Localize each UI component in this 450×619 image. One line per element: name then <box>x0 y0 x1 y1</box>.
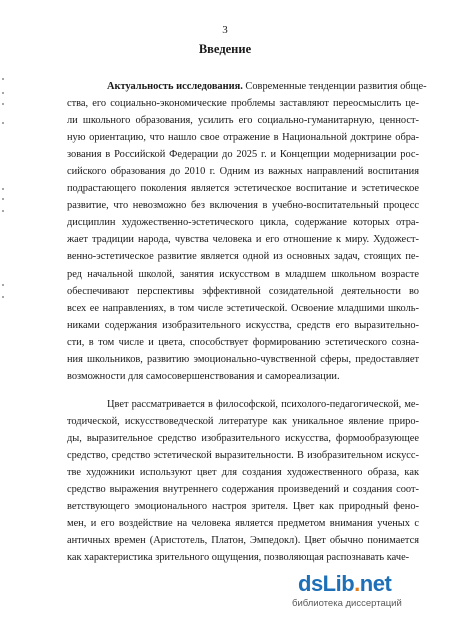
text-line <box>67 334 419 351</box>
line-text: средство выражения внутреннего содержания произведений и создания соот- <box>67 484 419 496</box>
text-line <box>67 214 419 231</box>
text-line <box>67 300 419 317</box>
scan-margin-marks <box>2 70 8 330</box>
line-text: сийского образования до 2010 г. Одним из важных направлений воспитания <box>67 166 419 178</box>
text-line <box>67 129 419 146</box>
line-text: всех ее направлениях, в том числе эстетической. Освоение младшими школь- <box>67 302 419 314</box>
line-text: венно-эстетическое развитие является одной из основных задач, стоящих пе- <box>67 251 419 263</box>
text-line <box>67 396 419 413</box>
text-line <box>67 266 419 283</box>
line-text: сти, в том числе и цвета, способствует формированию эстетического созна- <box>67 336 419 348</box>
page-number: 3 <box>222 24 228 36</box>
text-line <box>67 481 419 498</box>
line-text: зования в Российской Федерации до 2025 г. и Концепции модернизации рос- <box>67 149 419 161</box>
line-text: дисциплин художественно-эстетического цикла, содержание которых отра- <box>67 217 419 229</box>
line-text: никами содержания изобразительного искусства, средств его выразительно- <box>67 319 419 331</box>
watermark-logo-main: dsLib <box>298 571 355 596</box>
text-line <box>67 283 419 300</box>
text-line <box>67 498 419 515</box>
text-line <box>67 413 419 430</box>
watermark-logo <box>298 571 391 597</box>
line-text: подрастающего поколения является эстетическое воспитание и эстетическое <box>67 183 419 195</box>
line-text: ную ориентацию, что нашло свое отражение в Национальной доктрине обра- <box>67 132 419 144</box>
text-line <box>67 112 419 129</box>
line-text: как характеристика зрительного ощущения, позволяющая распознавать каче- <box>67 552 410 564</box>
watermark <box>292 571 442 613</box>
section-heading: Введение <box>198 42 252 56</box>
line-text: Цвет рассматривается в философской, психолого-педагогической, ме- <box>107 398 419 410</box>
line-text: обеспечивают перспективы эффективной созидательной деятельности во <box>67 285 419 297</box>
line-text: развитие, что невозможно без включения в учебно-воспитательный процесс <box>67 200 419 212</box>
text-line <box>67 317 419 334</box>
text-line <box>67 180 419 197</box>
text-line <box>67 197 419 214</box>
text-line <box>67 532 419 549</box>
lead-phrase: Актуальность исследования. <box>107 81 243 92</box>
watermark-logo-tld: net <box>359 571 392 596</box>
line-text: тодической, искусствоведческой литературе как уникальное явление приро- <box>67 415 419 427</box>
text-line <box>67 146 419 163</box>
line-text: жает традиции народа, чувства человека и его отношение к миру. Художест- <box>67 234 419 246</box>
text-line <box>67 95 419 112</box>
text-line <box>67 351 419 368</box>
line-text: ства, его социально-экономические проблемы заставляют переосмыслить це- <box>67 98 419 110</box>
line-text: тве художники используют цвет для создания художественного образа, как <box>67 467 419 479</box>
text-line <box>67 163 419 180</box>
paragraph <box>67 396 419 566</box>
paragraph-gap <box>67 385 419 396</box>
line-text: ли школьного образования, усилить его социально-гуманитарную, ценност- <box>67 115 419 127</box>
text-line <box>67 368 419 385</box>
text-line <box>67 248 419 265</box>
text-line <box>67 515 419 532</box>
line-text: ветствующего эмоционального настроя зрителя. Цвет как природный фено- <box>67 501 419 513</box>
watermark-logo-dot: . <box>354 571 360 596</box>
paragraph <box>67 78 427 385</box>
text-line <box>67 430 419 447</box>
line-text: ред начальной школой, занятия искусством в младшем школьном возрасте <box>67 268 419 280</box>
line-text: Современные тенденции развития обще- <box>242 81 427 92</box>
line-text: ды, выразительное средство изобразительного искусства, формообразующее <box>67 432 419 444</box>
line-text: ния школьников, развитию эмоционально-чувственной сферы, предоставляет <box>67 353 419 365</box>
line-text: античных времен (Аристотель, Платон, Эмпедокл). Цвет обычно понимается <box>67 535 419 547</box>
body-text <box>67 78 427 566</box>
line-text: средство, средство эстетической выразительности. В изобразительном искусс- <box>67 449 419 461</box>
text-line <box>67 231 419 248</box>
watermark-subtitle: библиотека диссертаций <box>292 598 402 609</box>
text-line <box>67 464 419 481</box>
text-line <box>67 78 427 95</box>
line-text: возможности для самосовершенствования и самореализации. <box>67 370 340 382</box>
text-line <box>67 549 419 566</box>
line-text: мен, и его воздействие на человека является предметом внимания ученых с <box>67 518 419 530</box>
text-line <box>67 447 419 464</box>
